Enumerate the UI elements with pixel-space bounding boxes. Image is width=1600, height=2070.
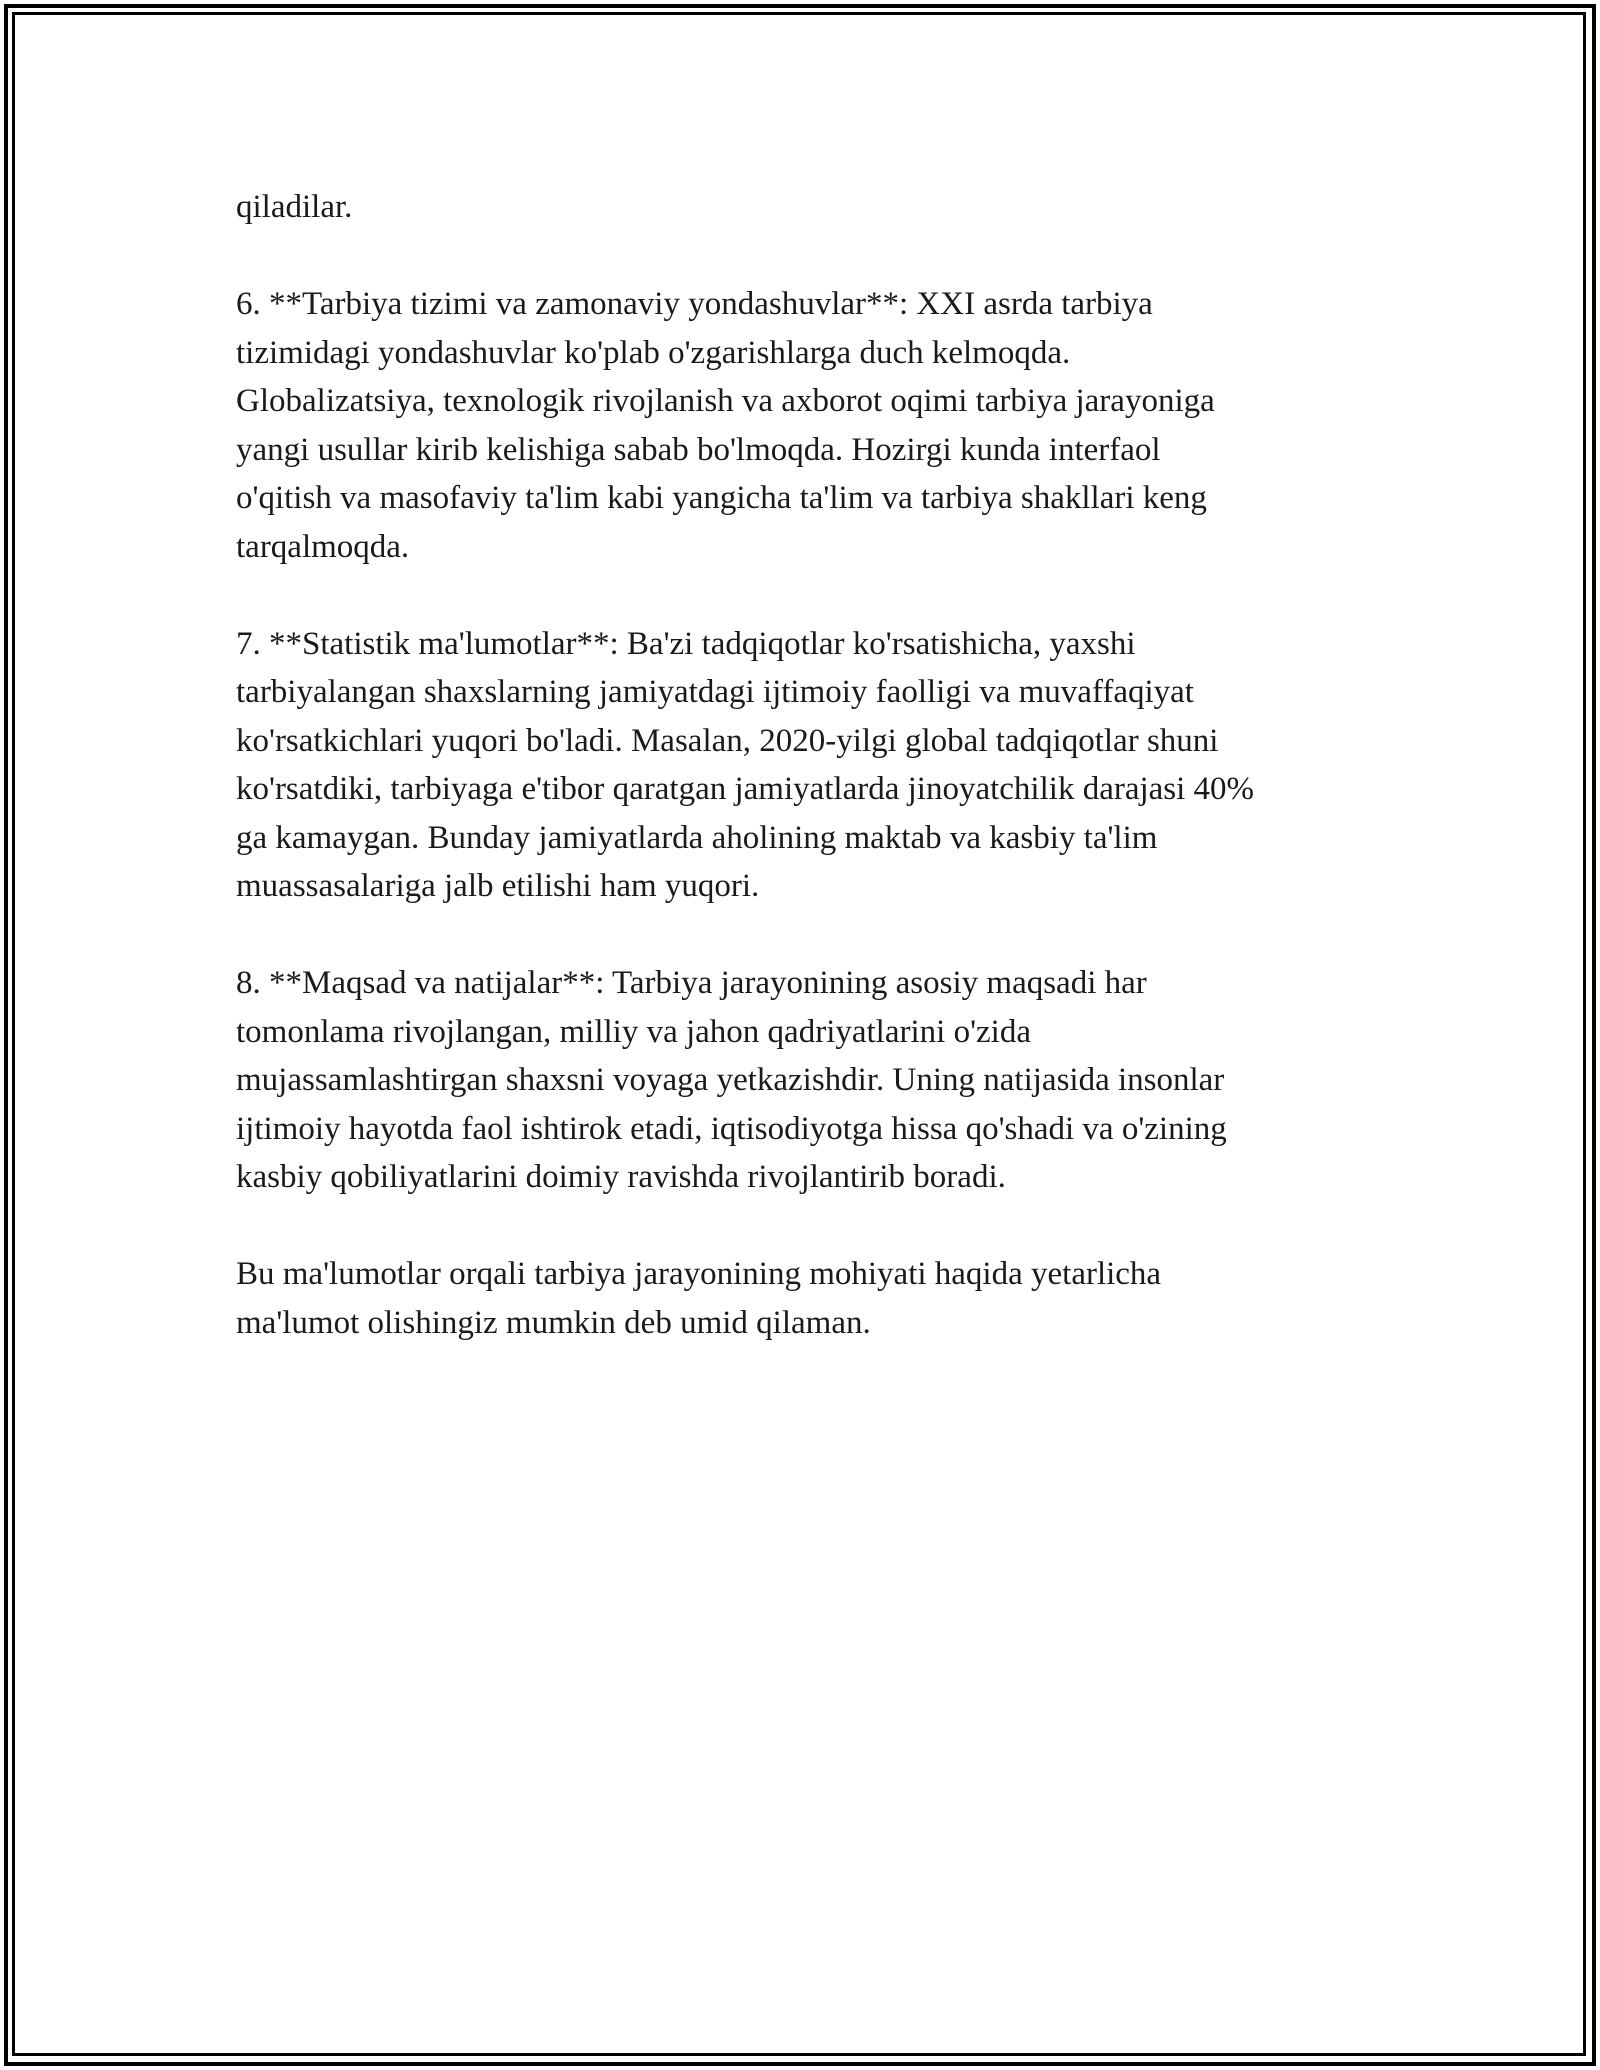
- paragraph-section-7: 7. **Statistik ma'lumotlar**: Ba'zi tadqiqotlar ko'rsatishicha, yaxshi tarbiyalangan shaxslarning jamiyatdagi ijtimoiy faolligi va muvaffaqiyat ko'rsatkichlari yuqori bo'ladi. Masalan, 2020-yilgi global tadqiqotlar shuni ko'rsatdiki, tarbiyaga e'tibor qaratgan jamiyatlarda jinoyatchilik darajasi 40% ga kamaygan. Bunday jamiyatlarda aholining maktab va kasbiy ta'lim muassasalariga jalb etilishi ham yuqori.: [236, 625, 1255, 904]
- document-body: [236, 183, 1376, 1396]
- paragraph-section-6: 6. **Tarbiya tizimi va zamonaviy yondashuvlar**: XXI asrda tarbiya tizimidagi yondashuvlar ko'plab o'zgarishlarga duch kelmoqda. Globalizatsiya, texnologik rivojlanish va axborot oqimi tarbiya jarayoniga yangi usullar kirib kelishiga sabab bo'lmoqda. Hozirgi kunda interfaol o'qitish va masofaviy ta'lim kabi yangicha ta'lim va tarbiya shakllari keng tarqalmoqda.: [236, 286, 1215, 565]
- paragraph-section-8: 8. **Maqsad va natijalar**: Tarbiya jarayonining asosiy maqsadi har tomonlama rivojlangan, milliy va jahon qadriyatlarini o'zida mujassamlashtirgan shaxsni voyaga yetkazishdir. Uning natijasida insonlar ijtimoiy hayotda faol ishtirok etadi, iqtisodiyotga hissa qo'shadi va o'zining kasbiy qobiliyatlarini doimiy ravishda rivojlantirib boradi.: [236, 965, 1227, 1195]
- paragraph-conclusion: Bu ma'lumotlar orqali tarbiya jarayonining mohiyati haqida yetarlicha ma'lumot olishingiz mumkin deb umid qilaman.: [236, 1256, 1162, 1341]
- paragraph-continuation: qiladilar.: [236, 189, 353, 225]
